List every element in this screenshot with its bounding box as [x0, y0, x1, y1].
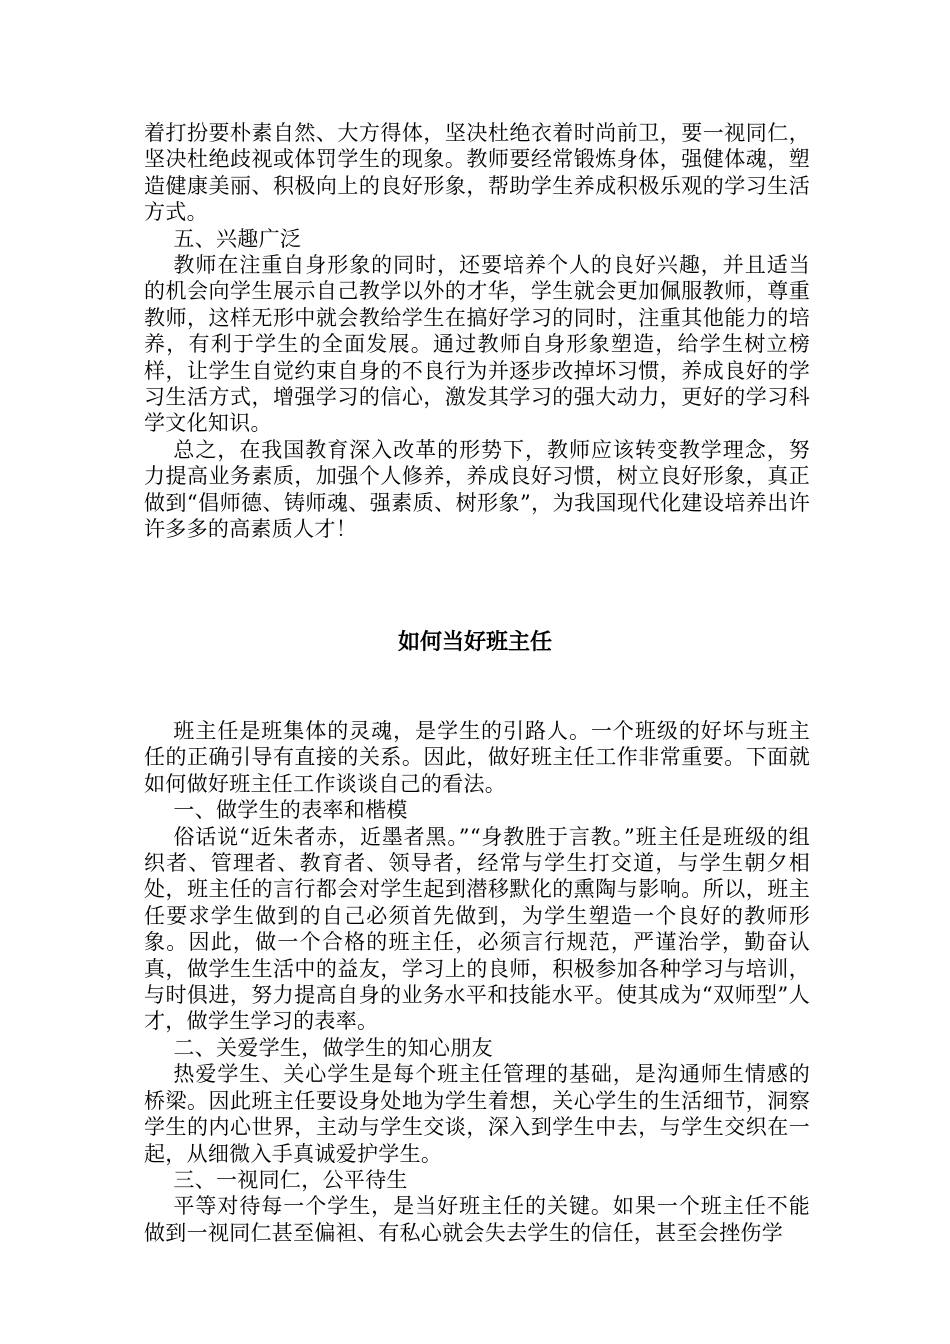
heading-interests: 五、兴趣广泛 [173, 226, 302, 251]
paragraph-conclusion: 总之，在我国教育深入改革的形势下，教师应该转变教学理念，努力提高业务素质，加强个人修养，养成良好习惯，树立良好形象，真正做到“倡师德、铸师魂、强素质、树形象”，为我国现代化建设培养出许许多多的高素质人才！ [144, 437, 810, 542]
heading-role-model: 一、做学生的表率和楷模 [173, 798, 408, 823]
article-title: 如何当好班主任 [397, 630, 552, 655]
paragraph-continuation: 着打扮要朴素自然、大方得体，坚决杜绝衣着时尚前卫，要一视同仁，坚决杜绝歧视或体罚学生的现象。教师要经常锻炼身体，强健体魂，塑造健康美丽、积极向上的良好形象，帮助学生养成积极乐观的学习生活方式。 [144, 121, 810, 225]
paragraph-role-model: 俗话说“近朱者赤，近墨者黑。”“身教胜于言教。”班主任是班级的组织者、管理者、教育者、领导者，经常与学生打交道，与学生朝夕相处，班主任的言行都会对学生起到潜移默化的熏陶与影响。所以，班主任要求学生做到的自己必须首先做到，为学生塑造一个良好的教师形象。因此，做一个合格的班主任，必须言行规范，严谨治学，勤奋认真，做学生生活中的益友，学习上的良师，积极参加各种学习与培训，与时俱进，努力提高自身的业务水平和技能水平。使其成为“双师型”人才，做学生学习的表率。 [144, 824, 810, 1034]
section2-body [144, 718, 810, 1246]
heading-fairness: 三、一视同仁，公平待生 [173, 1167, 408, 1192]
paragraph-intro: 班主任是班集体的灵魂，是学生的引路人。一个班级的好坏与班主任的正确引导有直接的关系。因此，做好班主任工作非常重要。下面就如何做好班主任工作谈谈自己的看法。 [144, 719, 810, 796]
paragraph-fairness: 平等对待每一个学生，是当好班主任的关键。如果一个班主任不能做到一视同仁甚至偏袒、有私心就会失去学生的信任，甚至会挫伤学 [144, 1194, 810, 1245]
heading-care: 二、关爱学生，做学生的知心朋友 [173, 1035, 493, 1060]
paragraph-care: 热爱学生、关心学生是每个班主任管理的基础，是沟通师生情感的桥梁。因此班主任要设身处地为学生着想，关心学生的生活细节，洞察学生的内心世界，主动与学生交谈，深入到学生中去，与学生交织在一起，从细微入手真诚爱护学生。 [144, 1062, 810, 1166]
paragraph-interests: 教师在注重自身形象的同时，还要培养个人的良好兴趣，并且适当的机会向学生展示自己教学以外的才华，学生就会更加佩服教师，尊重教师，这样无形中就会教给学生在搞好学习的同时，注重其他能力的培养，有利于学生的全面发展。通过教师自身形象塑造，给学生树立榜样，让学生自觉约束自身的不良行为并逐步改掉坏习惯，养成良好的学习生活方式，增强学习的信心，激发其学习的强大动力，更好的学习科学文化知识。 [144, 253, 810, 436]
section1-body [144, 120, 810, 543]
